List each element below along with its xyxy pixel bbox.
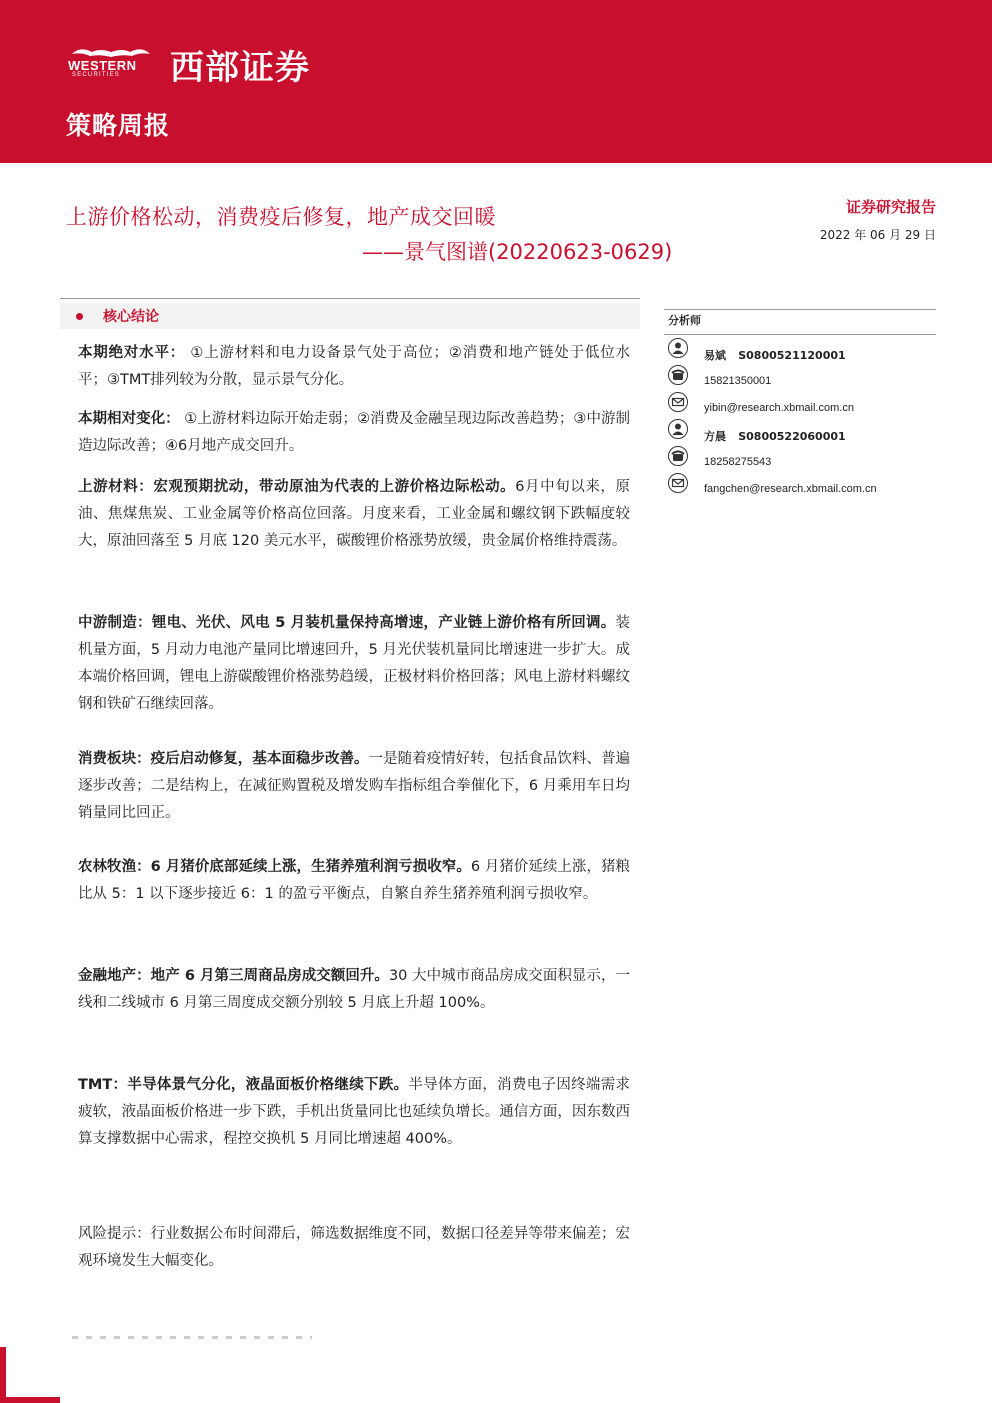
paragraph-label: TMT：半导体景气分化，液晶面板价格继续下跌。 [78, 1077, 409, 1093]
report-type: 证券研究报告 [845, 198, 936, 216]
paragraph-label: 消费板块：疫后启动修复，基本面稳步改善。 [78, 751, 369, 767]
brand-name: 西部证券 [170, 48, 310, 88]
report-series: 策略周报 [66, 111, 171, 140]
divider [664, 309, 936, 310]
risk-warning: 风险提示：行业数据公布时间滞后，筛选数据维度不同，数据口径差异等带来偏差；宏观环境发生大幅变化。 [78, 1226, 630, 1269]
email-icon[interactable] [668, 473, 688, 493]
divider [664, 334, 936, 335]
paragraph-tmt [78, 1072, 630, 1153]
paragraph-text: 6月中旬以来，原油、焦煤焦炭、工业金属等价格高位回落。月度来看，工业金属和螺纹钢下跌幅度较大，原油回落至 5 月底 120 美元水平，碳酸锂价格涨势放缓，贵金属价格维持震荡。 [78, 479, 630, 549]
analyst-2 [704, 428, 846, 444]
analyst-name: 易斌 [704, 349, 726, 362]
paragraph-midstream [78, 610, 630, 718]
paragraph-upstream [78, 474, 630, 555]
analyst-name: 方晨 [704, 430, 726, 443]
divider [60, 298, 640, 299]
email-icon[interactable] [668, 392, 688, 412]
paragraph-label: 本期相对变化： [78, 411, 180, 427]
logo-text: WESTERN [68, 58, 137, 73]
bullet-icon [76, 313, 83, 320]
report-subtitle: ——景气图谱(20220623-0629) [362, 240, 673, 264]
paragraph-text: ①上游材料和电力设备景气处于高位；②消费和地产链处于低位水平；③TMT排列较为分散，显示景气分化。 [78, 345, 631, 388]
corner-decoration [0, 1397, 60, 1403]
analyst-cert: S0800522060001 [738, 430, 846, 443]
phone-icon [668, 365, 688, 385]
analyst-email[interactable]: fangchen@research.xbmail.com.cn [704, 483, 877, 495]
report-date: 2022 年 06 月 29 日 [819, 228, 936, 242]
phone-icon [668, 446, 688, 466]
paragraph-text: ①上游材料边际开始走弱；②消费及金融呈现边际改善趋势；③中游制造边际改善；④6月地产成交回升。 [78, 411, 631, 454]
paragraph-label: 农林牧渔：6 月猪价底部延续上涨，生猪养殖利润亏损收窄。 [78, 859, 471, 875]
paragraph-text: 半导体方面，消费电子因终端需求疲软，液晶面板价格进一步下跌，手机出货量同比也延续负增长。通信方面，因东数西算支撑数据中心需求，程控交换机 5 月同比增速超 400%。 [78, 1077, 631, 1147]
paragraph-absolute-level [78, 340, 630, 394]
person-icon [668, 419, 688, 439]
paragraph-consumer [78, 746, 630, 827]
paragraph-text: 6 月猪价延续上涨，猪粮比从 5：1 以下逐步接近 6：1 的盈亏平衡点，自繁自养生猪养殖利润亏损收窄。 [78, 859, 630, 902]
report-title: 上游价格松动，消费疫后修复，地产成交回暖 [66, 205, 496, 229]
paragraph-label: 金融地产：地产 6 月第三周商品房成交额回升。 [78, 968, 389, 984]
analyst-phone: 18258275543 [704, 456, 772, 468]
analyst-heading: 分析师 [668, 314, 701, 327]
analyst-phone: 15821350001 [704, 375, 772, 387]
paragraph-text: 一是随着疫情好转，包括食品饮料、普遍逐步改善；二是结构上，在减征购置税及增发购车指标组合拳催化下，6 月乘用车日均销量同比回正。 [78, 751, 631, 821]
paragraph-finance-realestate [78, 963, 630, 1017]
analyst-cert: S0800521120001 [738, 349, 846, 362]
analyst-email[interactable]: yibin@research.xbmail.com.cn [704, 402, 854, 414]
paragraph-text: 装机量方面，5 月动力电池产量同比增速回升，5 月光伏装机量同比增速进一步扩大。成本端价格回调，锂电上游碳酸锂价格涨势趋缓，正极材料价格回落；风电上游材料螺纹钢和铁矿石继续回落。 [78, 615, 630, 712]
paragraph-relative-change [78, 406, 630, 460]
paragraph-label: 上游材料：宏观预期扰动，带动原油为代表的上游价格边际松动。 [78, 479, 516, 495]
paragraph-text: 30 大中城市商品房成交面积显示，一线和二线城市 6 月第三周度成交额分别较 5 月底上升超 100%。 [78, 968, 631, 1011]
core-heading: 核心结论 [103, 309, 159, 325]
logo-subtext: SECURITIES [72, 72, 121, 78]
analyst-1 [704, 347, 846, 363]
footer-faint-text [72, 1336, 312, 1339]
corner-decoration [0, 1347, 6, 1403]
paragraph-agriculture [78, 854, 630, 908]
person-icon [668, 338, 688, 358]
header-banner [0, 0, 992, 163]
paragraph-label: 中游制造：锂电、光伏、风电 5 月装机量保持高增速，产业链上游价格有所回调。 [78, 615, 616, 631]
paragraph-label: 本期绝对水平： [78, 345, 186, 361]
